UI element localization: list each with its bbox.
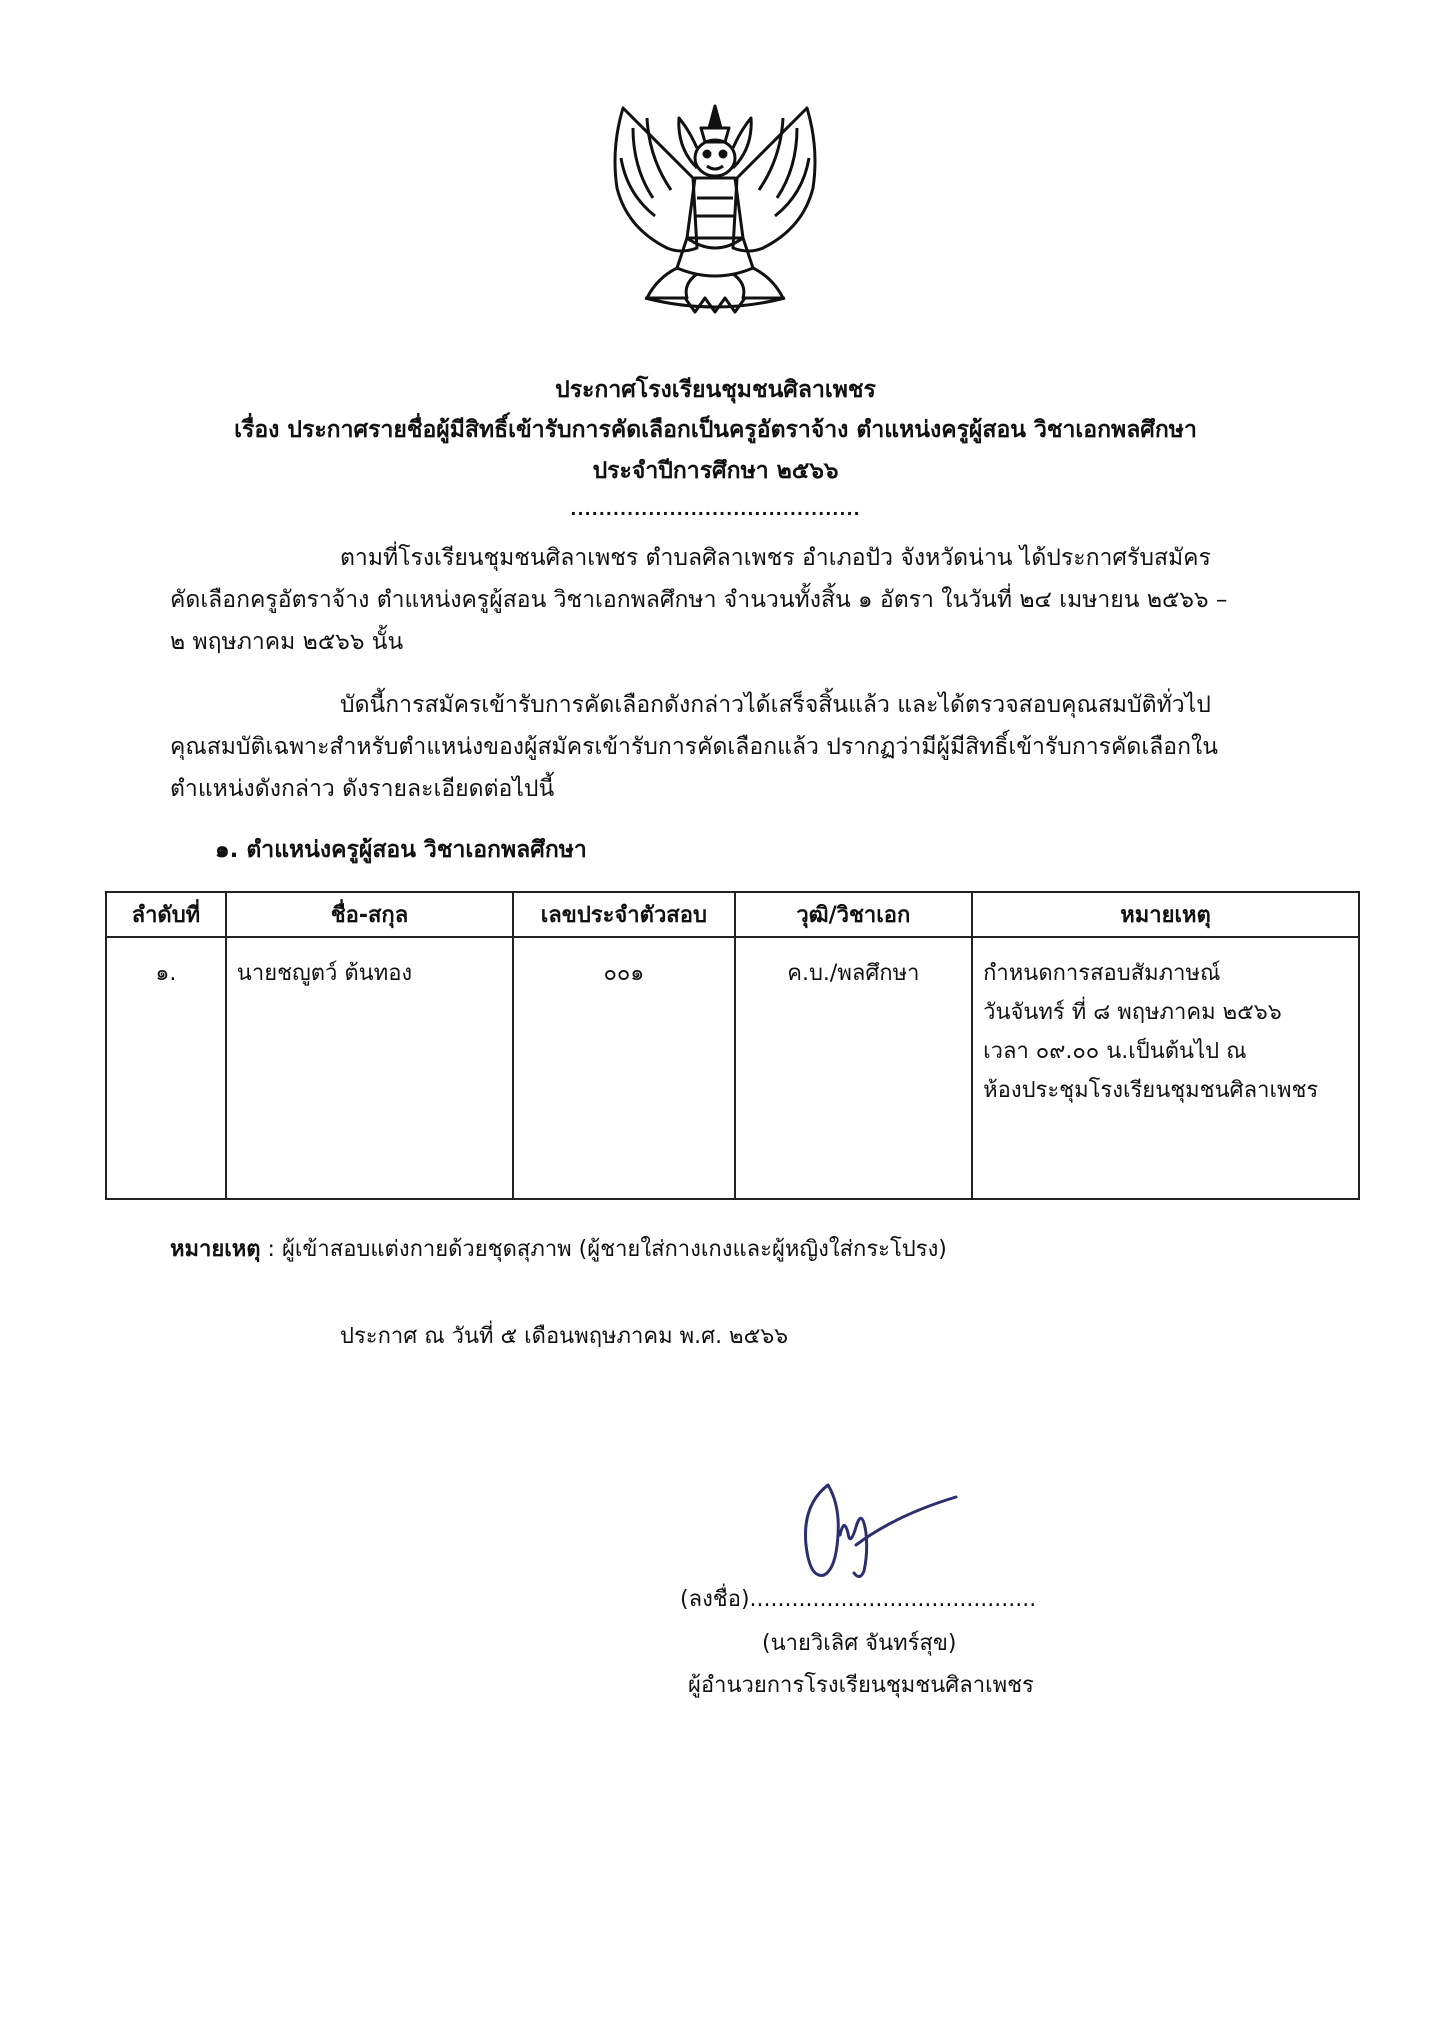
announcement-title: ประกาศโรงเรียนชุมชนศิลาเพชร [555, 377, 876, 403]
remark-line-3: เวลา ๐๙.๐๐ น.เป็นต้นไป ณ [983, 1039, 1247, 1064]
garuda-emblem-icon [585, 98, 845, 318]
signature-line: (ลงชื่อ)......................................... [680, 1587, 1037, 1612]
header-order: ลำดับที่ [106, 892, 226, 937]
note [170, 1230, 947, 1270]
remark-line-4: ห้องประชุมโรงเรียนชุมชนศิลาเพชร [983, 1078, 1319, 1103]
paragraph-1-line-3: ๒ พฤษภาคม ๒๕๖๖ นั้น [170, 629, 404, 655]
paragraph-2-line-2: คุณสมบัติเฉพาะสำหรับตำแหน่งของผู้สมัครเข้ารับการคัดเลือกแล้ว ปรากฏว่ามีผู้มีสิทธิ์เข้ารับการคัดเลือกใน [170, 734, 1218, 760]
paragraph-1-line-1: ตามที่โรงเรียนชุมชนศิลาเพชร ตำบลศิลาเพชร อำเภอปัว จังหวัดน่าน ได้ประกาศรับสมัคร [340, 545, 1211, 571]
remark-line-1: กำหนดการสอบสัมภาษณ์ [983, 961, 1221, 986]
cell-remark [972, 937, 1359, 1199]
signer-name: (นายวิเลิศ จันทร์สุข) [762, 1631, 957, 1656]
header-remark: หมายเหตุ [972, 892, 1359, 937]
table-row [106, 937, 1359, 1199]
section-title: ๑. ตำแหน่งครูผู้สอน วิชาเอกพลศึกษา [215, 837, 587, 863]
signer-position: ผู้อำนวยการโรงเรียนชุมชนศิลาเพชร [688, 1673, 1034, 1698]
handwritten-signature-icon [790, 1475, 960, 1585]
note-label: หมายเหตุ [170, 1237, 261, 1262]
candidate-table [105, 891, 1360, 1200]
title-separator: ......................................... [570, 500, 861, 519]
remark-line-2: วันจันทร์ ที่ ๘ พฤษภาคม ๒๕๖๖ [983, 1000, 1282, 1025]
header-exam-id: เลขประจำตัวสอบ [513, 892, 735, 937]
cell-qualification: ค.บ./พลศึกษา [735, 937, 973, 1199]
header-name: ชื่อ-สกุล [226, 892, 513, 937]
cell-exam-id: ๐๐๑ [513, 937, 735, 1199]
table-header-row [106, 892, 1359, 937]
paragraph-2-line-3: ตำแหน่งดังกล่าว ดังรายละเอียดต่อไปนี้ [170, 776, 555, 802]
announcement-year: ประจำปีการศึกษา ๒๕๖๖ [592, 458, 839, 484]
announcement-subject: เรื่อง ประกาศรายชื่อผู้มีสิทธิ์เข้ารับการคัดเลือกเป็นครูอัตราจ้าง ตำแหน่งครูผู้สอน วิชาเอกพลศึกษา [234, 417, 1197, 443]
header-qualification: วุฒิ/วิชาเอก [735, 892, 973, 937]
paragraph-1-line-2: คัดเลือกครูอัตราจ้าง ตำแหน่งครูผู้สอน วิชาเอกพลศึกษา จำนวนทั้งสิ้น ๑ อัตรา ในวันที่ ๒๔ เมษายน ๒๕๖๖ – [170, 587, 1228, 613]
cell-order: ๑. [106, 937, 226, 1199]
paragraph-2-line-1: บัดนี้การสมัครเข้ารับการคัดเลือกดังกล่าวได้เสร็จสิ้นแล้ว และได้ตรวจสอบคุณสมบัติทั่วไป [340, 692, 1211, 718]
announcement-date: ประกาศ ณ วันที่ ๕ เดือนพฤษภาคม พ.ศ. ๒๕๖๖ [340, 1324, 789, 1349]
note-text: : ผู้เข้าสอบแต่งกายด้วยชุดสุภาพ (ผู้ชายใส่กางเกงและผู้หญิงใส่กระโปรง) [260, 1237, 947, 1262]
cell-name: นายชญูตว์ ต้นทอง [226, 937, 513, 1199]
